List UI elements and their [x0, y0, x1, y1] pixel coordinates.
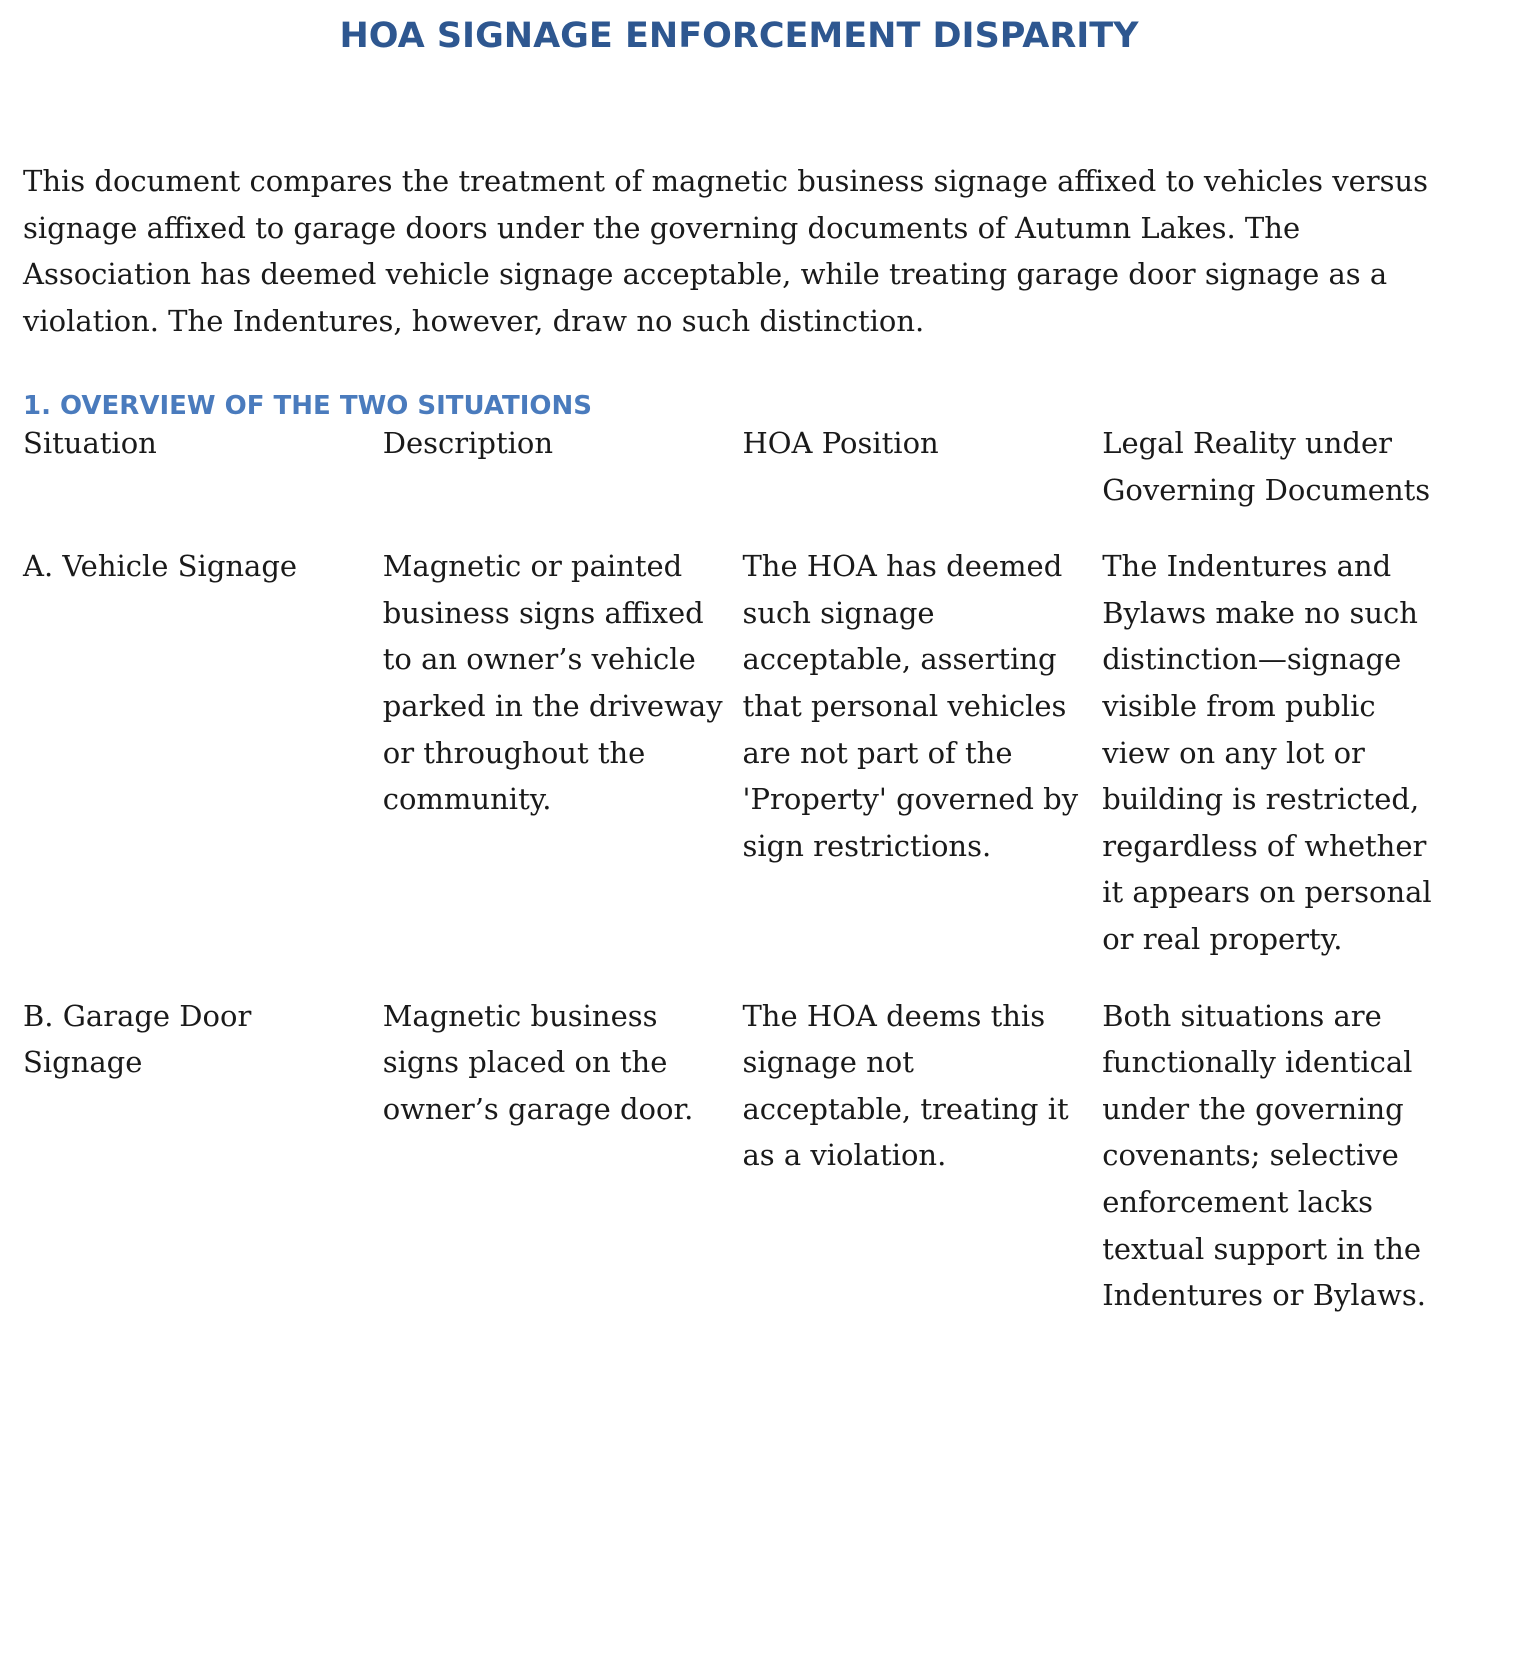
cell-legal-reality: Both situations are functionally identical under the governing covenants; selective enforcement lacks textual support in the Indentures or Bylaws. [1102, 998, 1426, 1313]
cell-situation: A. Vehicle Signage [23, 549, 298, 584]
header-hoa-position: HOA Position [742, 426, 939, 460]
table-row [23, 543, 1463, 992]
header-situation: Situation [23, 426, 157, 460]
document-title: HOA SIGNAGE ENFORCEMENT DISPARITY [339, 16, 1139, 56]
header-description: Description [382, 426, 554, 460]
cell-legal-reality: The Indentures and Bylaws make no such distinction—signage visible from public view on any lot or building is restricted, regardless of whether it appears on personal or real property. [1102, 549, 1432, 956]
cell-hoa-position: The HOA deems this signage not acceptable, treating it as a violation. [742, 998, 1069, 1173]
section-heading-overview: 1. OVERVIEW OF THE TWO SITUATIONS [23, 391, 592, 421]
cell-description: Magnetic or painted business signs affixed to an owner’s vehicle parked in the driveway or throughout the community. [382, 549, 723, 817]
cell-hoa-position: The HOA has deemed such signage acceptable, asserting that personal vehicles are not part of the 'Property' governed by sign restrictions. [742, 549, 1079, 863]
header-legal-reality: Legal Reality under Governing Documents [1102, 426, 1431, 507]
table-header-row [23, 420, 1463, 543]
intro-paragraph: This document compares the treatment of magnetic business signage affixed to vehicles versus signage affixed to garage doors under the governing documents of Autumn Lakes. The Association has deemed vehicle signage acceptable, while treating garage door signage as a violation. The Indentures, however, draw no such distinction. [23, 164, 1429, 338]
comparison-table [23, 420, 1463, 1319]
table-row [23, 993, 1463, 1319]
cell-situation: B. Garage Door Signage [23, 998, 252, 1080]
cell-description: Magnetic business signs placed on the owner’s garage door. [382, 998, 694, 1126]
